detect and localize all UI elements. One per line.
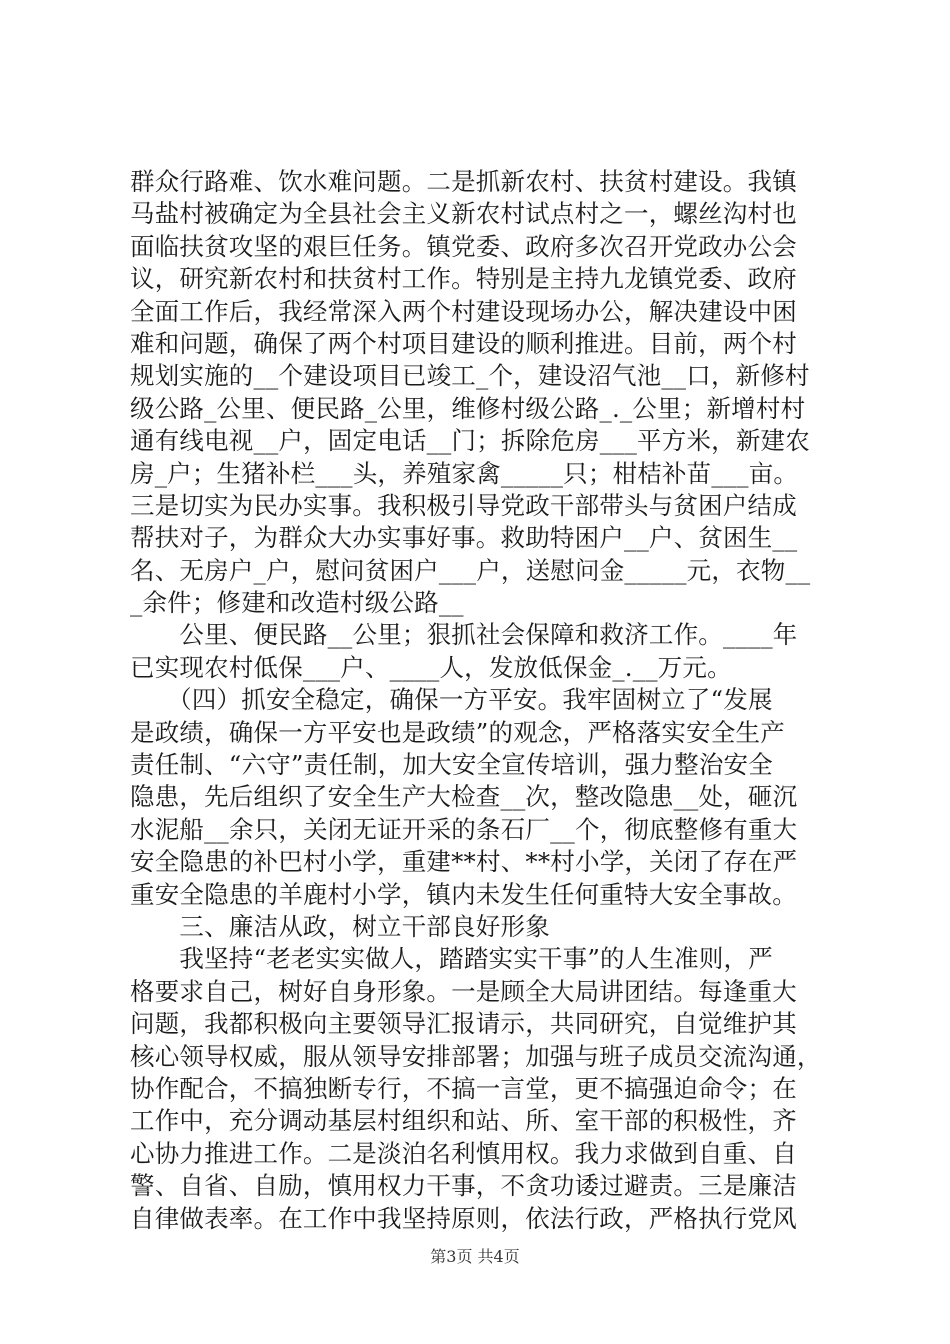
text-line: _余件；修建和改造村级公路__ <box>130 588 464 618</box>
text-line: 隐患，先后组织了安全生产大检查__次，整改隐患__处，砸沉 <box>130 782 798 812</box>
text-line: 工作中，充分调动基层村组织和站、所、室干部的积极性，齐 <box>130 1106 797 1136</box>
text-line: 水泥船__余只，关闭无证开采的条石厂__个，彻底整修有重大 <box>130 814 798 844</box>
text-line: 核心领导权威，服从领导安排部署；加强与班子成员交流沟通， <box>130 1041 822 1071</box>
text-line: 规划实施的__个建设项目已竣工_个，建设沼气池__口，新修村 <box>130 361 810 391</box>
text-line: 帮扶对子，为群众大办实事好事。救助特困户__户、贫困生__ <box>130 523 798 553</box>
text-line: 责任制、“六守”责任制，加大安全宣传培训，强力整治安全 <box>130 750 773 780</box>
text-line: 问题，我都积极向主要领导汇报请示，共同研究，自觉维护其 <box>130 1009 797 1039</box>
text-line: 协作配合，不搞独断专行，不搞一言堂，更不搞强迫命令；在 <box>130 1073 797 1103</box>
text-line: 公里、便民路__公里；狠抓社会保障和救济工作。____年 <box>130 620 798 650</box>
text-line: 面临扶贫攻坚的艰巨任务。镇党委、政府多次召开党政办公会 <box>130 231 797 261</box>
text-line: （四）抓安全稳定，确保一方平安。我牢固树立了“发展 <box>130 685 773 715</box>
document-body <box>130 166 825 1235</box>
text-line: 级公路_公里、便民路_公里，维修村级公路_._公里；新增村村 <box>130 393 806 423</box>
text-line: 警、自省、自励，慎用权力干事，不贪功诿过避责。三是廉洁 <box>130 1171 797 1201</box>
text-line: 三、廉洁从政，树立干部良好形象 <box>130 911 550 941</box>
text-line: 我坚持“老老实实做人，踏踏实实干事”的人生准则，严 <box>130 944 773 974</box>
text-line: 群众行路难、饮水难问题。二是抓新农村、扶贫村建设。我镇 <box>130 167 797 196</box>
text-line: 名、无房户_户，慰问贫困户___户，送慰问金_____元，衣物__ <box>130 555 811 585</box>
text-line: 议，研究新农村和扶贫村工作。特别是主持九龙镇党委、政府 <box>130 264 797 294</box>
text-line: 房_户；生猪补栏___头，养殖家禽_____只；柑桔补苗___亩。 <box>130 458 799 488</box>
page-footer: 第3页 共4页 <box>430 1247 520 1266</box>
text-line: 马盐村被确定为全县社会主义新农村试点村之一，螺丝沟村也 <box>130 199 797 229</box>
text-line: 全面工作后，我经常深入两个村建设现场办公，解决建设中困 <box>130 296 797 326</box>
text-line: 三是切实为民办实事。我积极引导党政干部带头与贫困户结成 <box>130 490 797 520</box>
text-line: 通有线电视__户，固定电话__门；拆除危房___平方米，新建农 <box>130 426 810 456</box>
text-line: 已实现农村低保___户、____人，发放低保金_.__万元。 <box>130 652 732 682</box>
text-line: 是政绩，确保一方平安也是政绩”的观念，严格落实安全生产 <box>130 717 785 747</box>
text-line: 心协力推进工作。二是淡泊名利慎用权。我力求做到自重、自 <box>130 1138 797 1168</box>
text-line: 难和问题，确保了两个村项目建设的顺利推进。目前，两个村 <box>130 328 797 358</box>
text-line: 自律做表率。在工作中我坚持原则，依法行政，严格执行党风 <box>130 1203 797 1233</box>
text-line: 安全隐患的补巴村小学，重建**村、**村小学，关闭了存在严 <box>130 847 798 877</box>
text-line: 重安全隐患的羊鹿村小学，镇内未发生任何重特大安全事故。 <box>130 879 797 909</box>
text-line: 格要求自己，树好自身形象。一是顾全大局讲团结。每逢重大 <box>130 976 797 1006</box>
